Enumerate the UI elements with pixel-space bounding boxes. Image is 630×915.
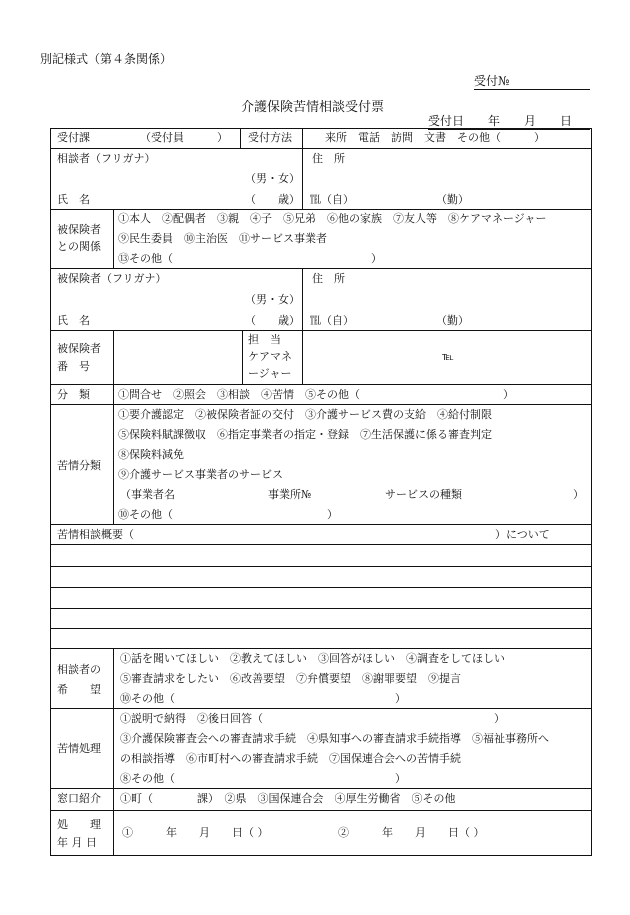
referral-options[interactable]: ①町（ 課） ②県 ③国保連合会 ④厚生労働省 ⑤その他 [120,792,456,805]
insured-number-label-2: 番 号 [57,360,90,373]
relation-options-2[interactable]: ⑨民生委員 ⑩主治医 ⑪サービス事業者 [118,232,327,245]
consultant-sex[interactable]: （男・女） [245,172,300,185]
complaint-type-4[interactable]: ⑨介護サービス事業者のサービス [118,468,283,481]
complaint-type-3[interactable]: ⑧保険料減免 [118,448,184,461]
summary-lines[interactable] [51,545,591,647]
relation-options-1[interactable]: ①本人 ②配偶者 ③親 ④子 ⑤兄弟 ⑥他の家族 ⑦友人等 ⑧ケアマネージャー [118,212,547,225]
page-title: 介護保険苦情相談受付票 [241,100,385,115]
consultant-address-label: 住 所 [312,152,345,165]
wish-options-1[interactable]: ①話を聞いてほしい ②教えてほしい ③回答がほしい ④調査をしてほしい [120,652,505,665]
handling-options-2[interactable]: ③介護保険審査会への審査請求手続 ④県知事への審査請求手続指導 ⑤福祉事務所へ [120,732,549,745]
handling-options-1[interactable]: ①説明で納得 ②後日回答（ ） [120,712,505,725]
insured-furigana: 被保険者（フリガナ） [57,272,167,285]
processing-label: 処 理 [57,818,101,831]
receipt-number-label: 受付№ [474,72,590,90]
care-manager-label-1: 担 当 [248,333,281,346]
summary-label: 苦情相談概要（ [57,528,134,541]
processing-date-1[interactable]: ① 年 月 日（ ） [122,826,269,839]
insured-name-label: 氏 名 [57,314,90,327]
insured-tel-work[interactable]: （勤） [436,314,469,327]
staff-field[interactable]: （受付員 ） [140,131,228,144]
receipt-date-label: 受付日 年 月 日 [428,112,590,130]
processing-label-2: 年 月 日 [57,836,97,849]
handling-options-3[interactable]: の相談指導 ⑥市町村への審査請求手続 ⑦国保連合会への苦情手続 [120,752,461,765]
consultant-furigana: 相談者（フリガナ） [57,152,156,165]
service-type-label: サービスの種類 [385,488,462,501]
relation-label-2: との関係 [57,240,101,253]
handling-options-4[interactable]: ⑧その他（ ） [120,772,406,785]
category-options[interactable]: ①問合せ ②照会 ③相談 ④苦情 ⑤その他（ ） [118,388,514,401]
processing-date-2[interactable]: ② 年 月 日（ ） [338,826,485,839]
care-manager-tel[interactable]: ℡ [442,350,454,363]
insured-tel-home[interactable]: ℡（自） [310,314,354,327]
complaint-type-6[interactable]: ⑩その他（ ） [118,508,338,521]
form-reference: 別記様式（第４条関係） [40,52,173,66]
consultant-age[interactable]: （ 歳） [245,193,300,206]
consultant-tel-work[interactable]: （勤） [436,193,469,206]
insured-sex[interactable]: （男・女） [245,293,300,306]
provider-close-paren: ） [573,488,584,501]
office-number-label: 事業所№ [268,488,312,501]
dept-label: 受付課 [57,131,90,144]
consultant-name-label: 氏 名 [57,193,90,206]
relation-label: 被保険者 [57,223,101,236]
care-manager-label-3: ージャー [248,367,292,380]
complaint-type-label: 苦情分類 [57,459,101,472]
method-options[interactable]: 来所 電話 訪問 文書 その他（ ） [325,131,545,144]
wish-label-2: 希 望 [57,683,101,696]
summary-suffix: ）について [495,528,550,541]
category-label: 分 類 [57,388,90,401]
referral-label: 窓口紹介 [57,792,101,805]
insured-number-label: 被保険者 [57,342,101,355]
complaint-type-1[interactable]: ①要介護認定 ②被保険者証の交付 ③介護サービス費の支給 ④給付制限 [118,408,492,421]
wish-label: 相談者の [57,663,101,676]
care-manager-label-2: ケアマネ [248,350,292,363]
complaint-type-2[interactable]: ⑤保険料賦課徴収 ⑥指定事業者の指定・登録 ⑦生活保護に係る審査判定 [118,428,492,441]
insured-age[interactable]: （ 歳） [245,314,300,327]
provider-name-label: （事業者名 [120,488,175,501]
wish-options-2[interactable]: ⑤審査請求をしたい ⑥改善要望 ⑦弁償要望 ⑧謝罪要望 ⑨提言 [120,672,461,685]
insured-address-label: 住 所 [312,272,345,285]
relation-options-3[interactable]: ⑬その他（ ） [118,252,382,265]
consultant-tel-home[interactable]: ℡（自） [310,193,354,206]
wish-options-3[interactable]: ⑩その他（ ） [120,692,406,705]
handling-label: 苦情処理 [57,742,101,755]
method-label: 受付方法 [248,131,292,144]
